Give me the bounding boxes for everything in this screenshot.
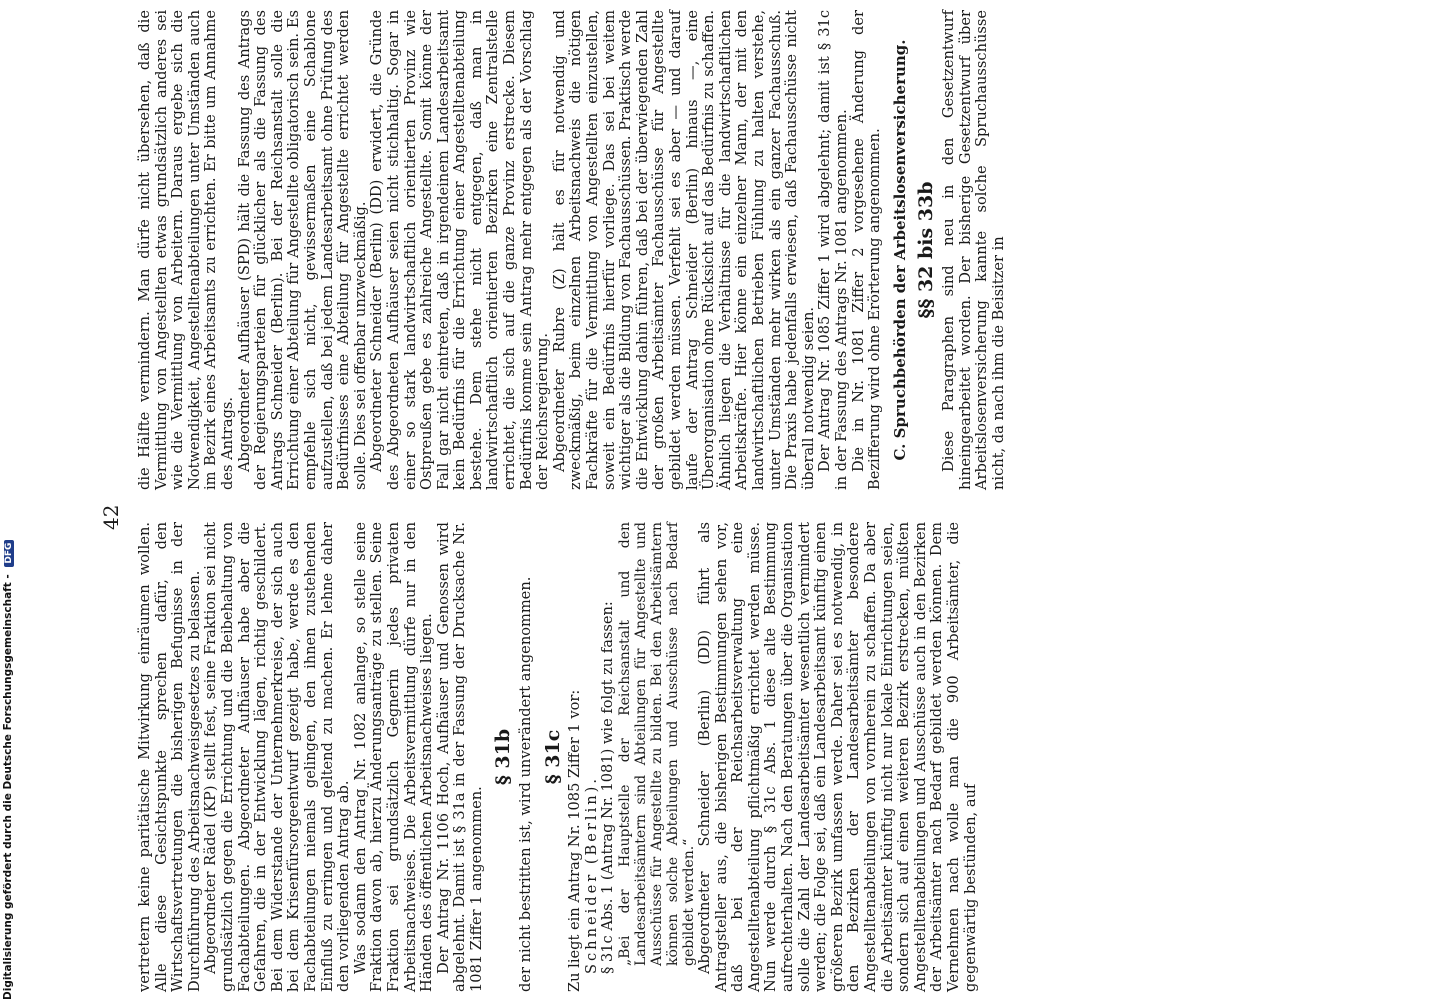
paragraph: § 31c Abs. 1 (Antrag Nr. 1081) wie folgt zu fassen:: [599, 601, 617, 974]
document-page: [95, 0, 1305, 1000]
paragraph: Was sodann den Antrag Nr. 1082 anlange, so stelle seine Fraktion davon ab, hierzu Änderungsanträge zu stellen. Seine Fraktion sei grundsätzlich Gegnerin jedes privaten Arbeitsnachweises. Die Arbeitsvermittlung dürfe nur in den Händen des öffentlichen Arbeitsnachweises liegen.: [351, 522, 436, 992]
quoted-amendment: „Bei der Hauptstelle der Reichsanstalt und den Landesarbeitsämtern sind Abteilungen für Angestellte und Ausschüsse für Angestellte zu bilden. Bei den Arbeitsämtern können solche Abteilungen und Ausschüsse nach Bedarf gebildet werden.“: [617, 522, 698, 966]
section-heading: C. Spruchbehörden der Arbeitslosenversicherung.: [890, 39, 909, 461]
digitization-credit: [2, 0, 18, 1000]
dfg-logo: DFG: [4, 540, 14, 567]
paragraph: Zu liegt ein Antrag Nr. 1085 Ziffer 1 vor:: [566, 689, 584, 992]
paragraph: Abgeordneter Rädel (KP) stellt fest, seine Fraktion sei nicht grundsätzlich gegen die Errichtung und die Beibehaltung von Fachabteilungen. Abgeordneter Aufhäuser habe aber die Gefahren, die in der Entwicklung lägen, richtig geschildert. Bei dem Widerstande der Unternehmerkreise, der sich auch bei dem Krisenfürsorgeentwurf gezeigt habe, werde es den Fachabteilungen niemals gelingen, den ihnen zustehenden Einfluß zu erringen und geltend zu machen. Er lehne daher den vorliegenden Antrag ab.: [202, 522, 353, 992]
paragraph: Abgeordneter Schneider (Berlin) (DD) führt als Antragsteller aus, die bisherigen Bestimmungen sehen vor, daß bei der Reichsarbeitsverwaltung eine Angestelltenabteilung pflichtmäßig errichtet werden müsse. Nun werde durch § 31c Abs. 1 diese alte Bestimmung aufrechterhalten. Nach den Beratungen über die Organisation solle die Zahl der Landesarbeitsämter wesentlich vermindert werden; die Folge sei, daß ein Landesarbeitsamt künftig einen größeren Bezirk umfassen werde. Daher sei es notwendig, in den Bezirken der Landesarbeitsämter besondere Angestelltenabteilungen von vornherein zu schaffen. Da aber die Arbeitsämter künftig nicht nur lokale Einrichtungen seien, sondern sich auf einen weiteren Bezirk erstrecken, müßten Angestelltenabteilungen und Ausschüsse auch in den Bezirken der Arbeitsämter nach Bedarf gebildet werden können. Dem Vernehmen nach wolle man die 900 Arbeitsämter, die gegenwärtig bestünden, auf: [696, 522, 979, 992]
page-number: 42: [99, 504, 123, 530]
paragraph: die Hälfte vermindern. Man dürfe nicht übersehen, daß die Vermittlung von Angestellten etwas grundsätzlich anderes sei wie die Vermittlung von Arbeitern. Daraus ergebe sich die Notwendigkeit, Angestelltenabteilungen unter Umständen auch im Bezirk eines Arbeitsamts zu errichten. Er bitte um Annahme des Antrags.: [136, 10, 236, 490]
paragraph: Der Antrag Nr. 1085 Ziffer 1 wird abgelehnt; damit ist § 31c in der Fassung des Antrags Nr. 1081 angenommen.: [816, 10, 850, 490]
left-column: [137, 522, 979, 992]
right-column: [137, 10, 1007, 490]
paragraph: Der Antrag Nr. 1106 Hoch, Aufhäuser und Genossen wird abgelehnt. Damit ist § 31a in der Fassung der Drucksache Nr. 1081 Ziffer 1 angenommen.: [434, 522, 485, 992]
rotated-document-page: [95, 0, 1305, 1000]
section-heading: §§ 32 bis 33b: [915, 181, 938, 319]
paragraph: der nicht bestritten ist, wird unverändert angenommen.: [517, 576, 535, 992]
paragraph: Abgeordneter Aufhäuser (SPD) hält die Fassung des Antrags der Regierungsparteien für glücklicher als die Fassung des Antrags Schneider (Berlin). Bei der Reichsanstalt solle die Errichtung einer Abteilung für Angestellte obligatorisch sein. Es empfehle sich nicht, gewissermaßen eine Schablone aufzustellen, daß bei jedem Landesarbeitsamt ohne Prüfung des Bedürfnisses eine Abteilung für Angestellte errichtet werden solle. Dies sei offenbar unzweckmäßig.: [235, 10, 369, 490]
paragraph: Die in Nr. 1081 Ziffer 2 vorgesehene Änderung der Bezifferung wird ohne Erörterung angenommen.: [849, 10, 884, 490]
paragraph: Abgeordneter Rubre (Z) hält es für notwendig und zweckmäßig, beim einzelnen Arbeitsnachweis die nötigen Fachkräfte für die Vermittlung von Angestellten einzustellen, soweit ein Bedürfnis hierfür vorliege. Das sei bei weitem wichtiger als die Bildung von Fachausschüssen. Praktisch werde die Entwicklung dahin führen, daß bei der überwiegenden Zahl der großen Arbeitsämter Fachausschüsse für Angestellte gebildet werden müssen. Verfehlt sei es aber — und darauf laufe der Antrag Schneider (Berlin) hinaus —, eine Überorganisation ohne Rücksicht auf das Bedürfnis zu schaffen. Ähnlich liegen die Verhältnisse für die landwirtschaftlichen Arbeitskräfte. Hier könne ein einzelner Mann, der mit den landwirtschaftlichen Betrieben Fühlung zu halten verstehe, unter Umständen mehr wirken als ein ganzer Fachausschuß. Die Praxis habe jedenfalls erwiesen, daß Fachausschüsse nicht überall notwendig seien.: [550, 10, 817, 490]
paragraph: Diese Paragraphen sind neu in den Gesetzentwurf hineingearbeitet worden. Der bisherige Gesetzentwurf über Arbeitslosenversicherung kannte solche Spruchausschüsse nicht, da nach ihm die Beisitzer in: [939, 10, 1007, 490]
section-heading: § 31c: [541, 729, 564, 785]
paragraph: vertretern keine paritätische Mitwirkung einräumen wollen. Alle diese Gesichtspunkte sprechen dafür, den Wirtschaftsvertretungen die bisherigen Befugnisse in der Durchführung des Arbeitsnachweisgesetzes zu belassen.: [136, 522, 203, 992]
paragraph: Schneider (Berlin).: [582, 776, 600, 974]
paragraph: Abgeordneter Schneider (Berlin) (DD) erwidert, die Gründe des Abgeordneten Aufhäuser seien nicht stichhaltig. Sogar in einer so stark landwirtschaftlich orientierten Provinz wie Ostpreußen gebe es zahlreiche Angestellte. Somit könne der Fall gar nicht eintreten, daß in irgendeinem Landesarbeitsamt kein Bedürfnis für die Errichtung einer Angestelltenabteilung bestehe. Dem stehe nicht entgegen, daß man in landwirtschaftlich orientierten Bezirken eine Zentralstelle errichtet, die sich auf die ganze Provinz erstrecke. Diesem Bedürfnis komme sein Antrag mehr entgegen als der Vorschlag der Reichsregierung.: [368, 10, 552, 490]
credit-text: Digitalisierung gefördert durch die Deutsche Forschungsgemeinschaft -: [2, 574, 14, 1000]
section-heading: § 31b: [492, 728, 515, 786]
